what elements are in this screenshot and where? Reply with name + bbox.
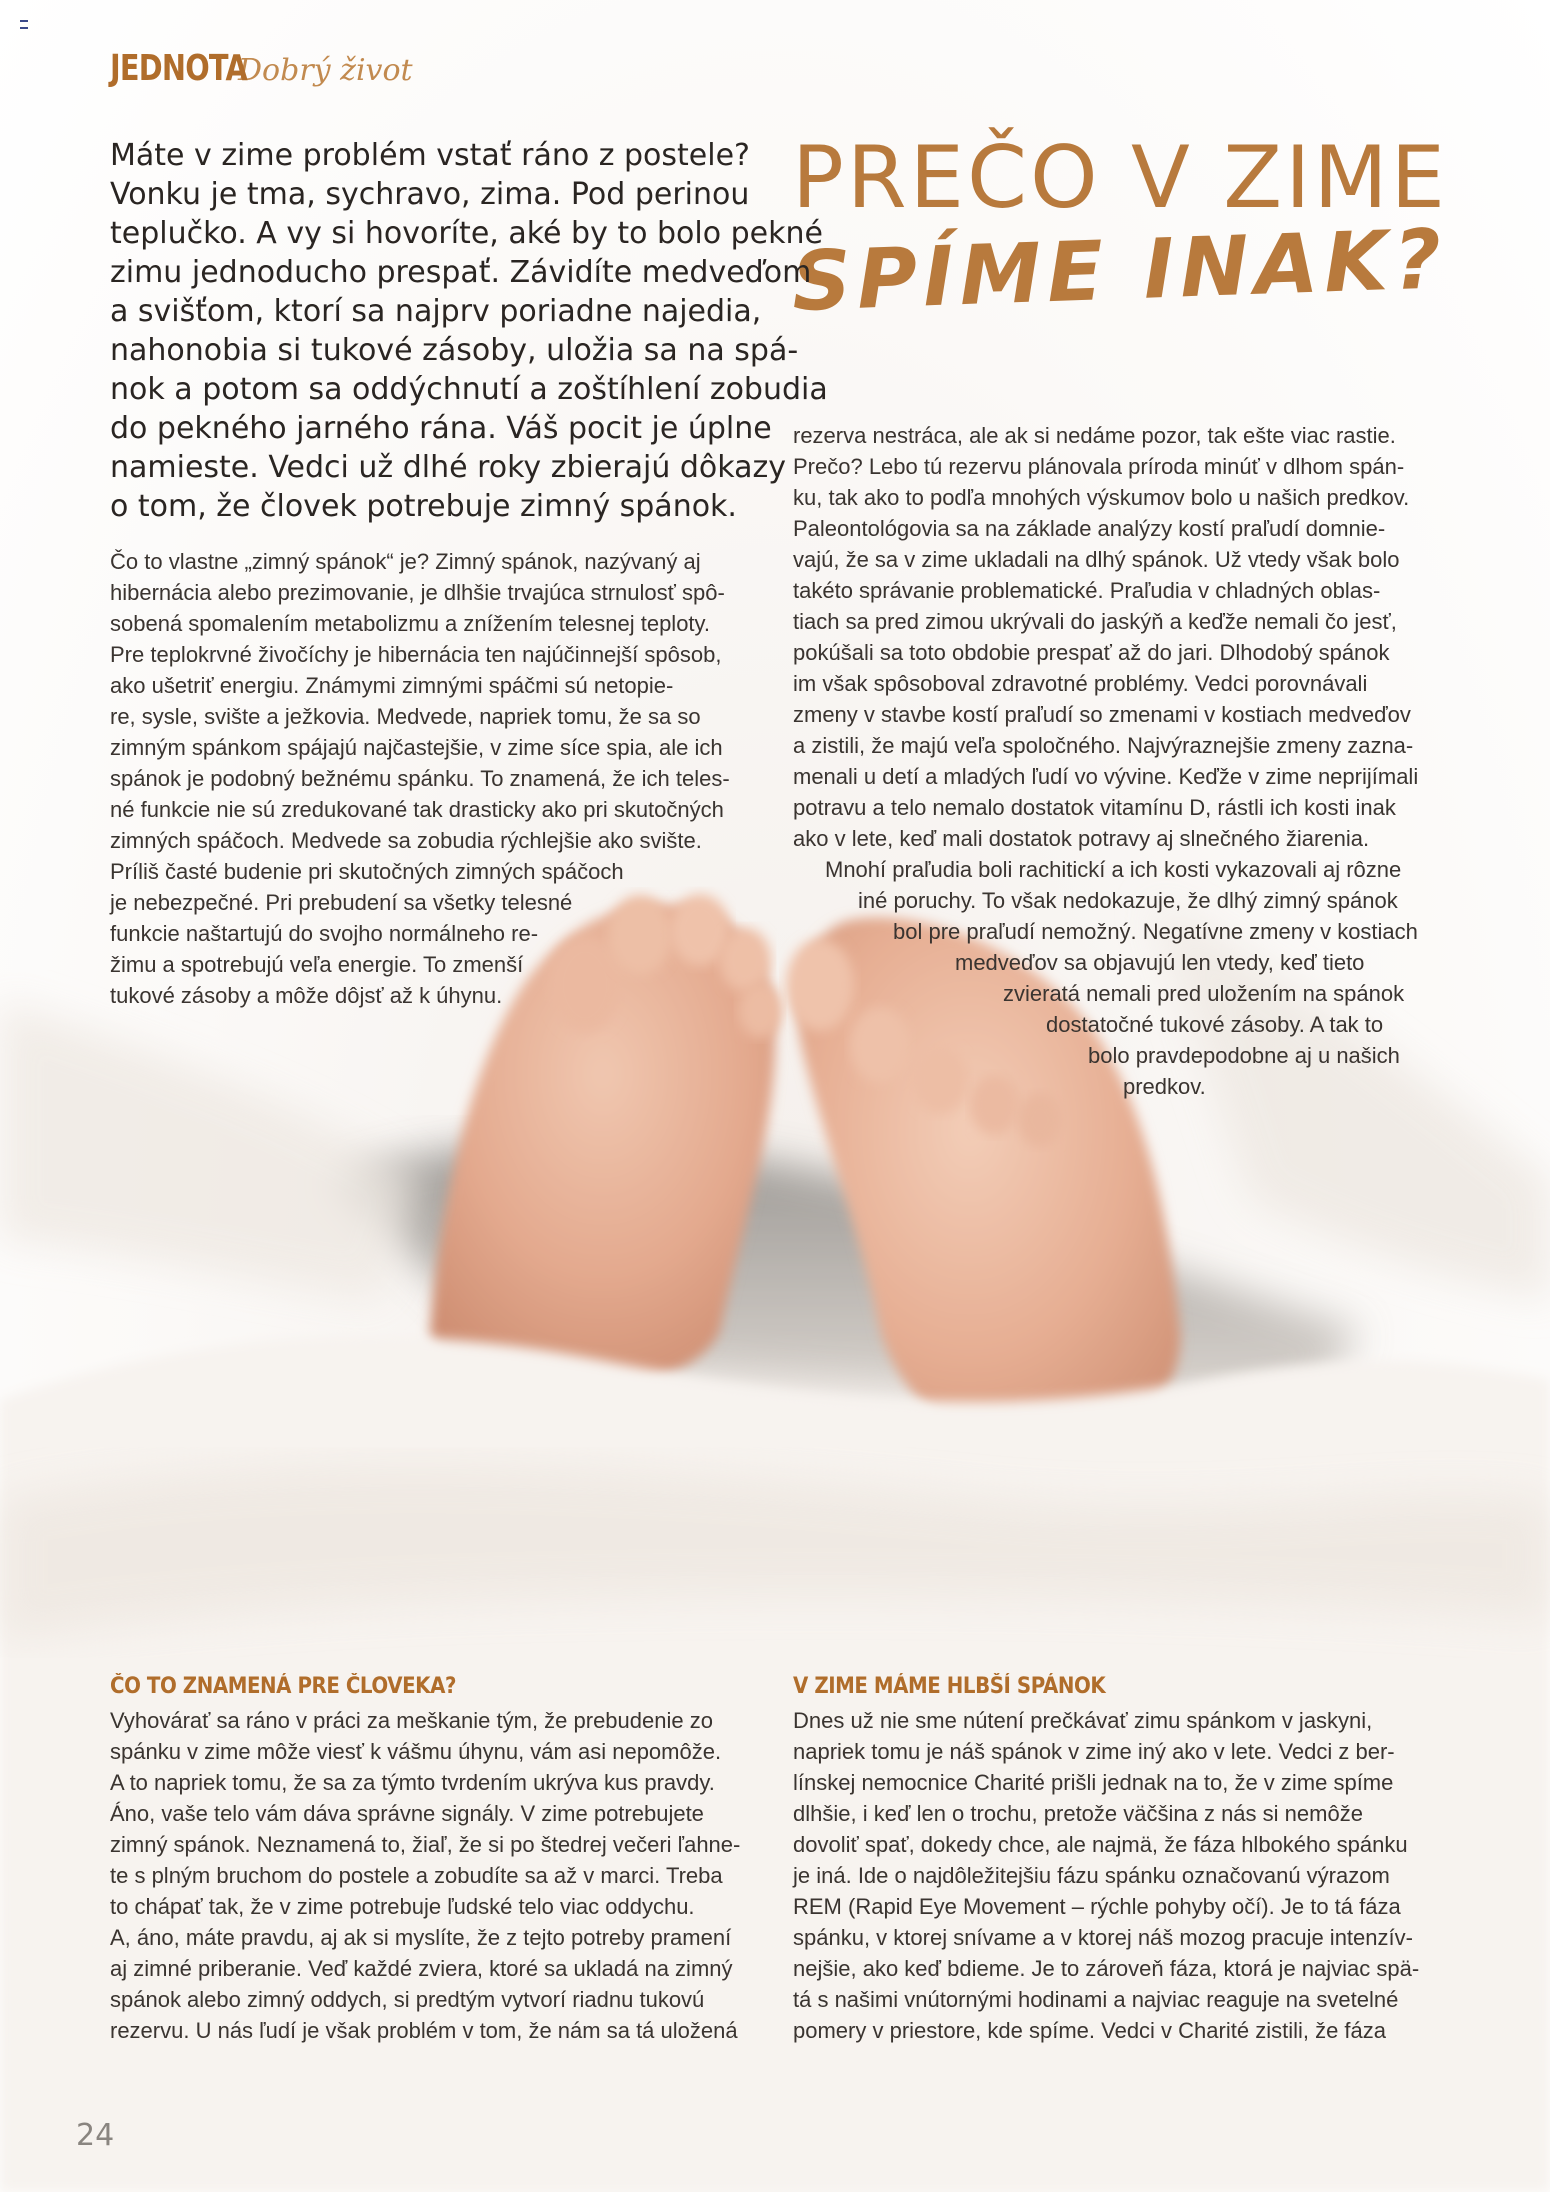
body-line: A to napriek tomu, že sa za týmto tvrdením ukrýva kus pravdy.	[110, 1770, 715, 1795]
body-line: je nebezpečné. Pri prebudení sa všetky telesné	[110, 890, 573, 915]
body-line: A, áno, máte pravdu, aj ak si myslíte, že z tejto potreby pramení	[110, 1925, 732, 1950]
magazine-header	[110, 48, 413, 89]
section-body	[793, 1705, 1453, 2046]
section-heading: ČO TO ZNAMENÁ PRE ČLOVEKA?	[110, 1674, 456, 1699]
lead-line: Máte v zime problém vstať ráno z postele?	[110, 138, 750, 173]
body-line: Príliš časté budenie pri skutočných zimných spáčoch	[110, 859, 624, 884]
body-line: predkov.	[1123, 1074, 1206, 1099]
body-line: Paleontológovia sa na základe analýzy kostí praľudí domnie-	[793, 516, 1386, 541]
section-heading: V ZIME MÁME HLBŠÍ SPÁNOK	[793, 1674, 1106, 1699]
article-title	[792, 128, 1492, 338]
section-body	[110, 1705, 770, 2046]
body-line: né funkcie nie sú zredukované tak drasticky ako pri skutočných	[110, 797, 724, 822]
body-line: napriek tomu je náš spánok v zime iný ako v lete. Vedci z ber-	[793, 1739, 1395, 1764]
body-column-right	[793, 420, 1453, 1102]
body-line: ako ušetriť energiu. Známymi zimnými spáčmi sú netopie-	[110, 673, 674, 698]
body-line: vajú, že sa v zime ukladali na dlhý spánok. Už vtedy však bolo	[793, 547, 1400, 572]
body-line: Čo to vlastne „zimný spánok“ je? Zimný spánok, nazývaný aj	[110, 549, 701, 574]
body-line: dovoliť spať, dokedy chce, ale najmä, že fáza hlbokého spánku	[793, 1832, 1408, 1857]
page-number: 24	[76, 2118, 115, 2153]
body-line: Dnes už nie sme nútení prečkávať zimu spánkom v jaskyni,	[793, 1708, 1373, 1733]
body-line: zmeny v stavbe kostí praľudí so zmenami v kostiach medveďov	[793, 702, 1411, 727]
body-line: Vyhovárať sa ráno v práci za meškanie tým, že prebudenie zo	[110, 1708, 713, 1733]
body-line: ku, tak ako to podľa mnohých výskumov bolo u našich predkov.	[793, 485, 1410, 510]
body-line: zimných spáčoch. Medvede sa zobudia rýchlejšie ako svište.	[110, 828, 702, 853]
article-lead	[110, 136, 828, 526]
lead-line: do pekného jarného rána. Váš pocit je úplne	[110, 411, 772, 446]
body-line: funkcie naštartujú do svojho normálneho re-	[110, 921, 539, 946]
body-line: tá s našimi vnútornými hodinami a najviac reaguje na svetelné	[793, 1987, 1399, 2012]
body-line: zvieratá nemali pred uložením na spánok	[1003, 981, 1405, 1006]
body-line: zimný spánok. Neznamená to, žiaľ, že si po štedrej večeri ľahne-	[110, 1832, 741, 1857]
lead-line: nok a potom sa oddýchnutí a zoštíhlení zobudia	[110, 372, 828, 407]
body-column-left	[110, 546, 760, 1011]
body-line: spánku, v ktorej snívame a v ktorej náš mozog pracuje intenzív-	[793, 1925, 1413, 1950]
body-line: žimu a spotrebujú veľa energie. To zmenší	[110, 952, 524, 977]
body-line: dostatočné tukové zásoby. A tak to	[1046, 1012, 1384, 1037]
body-line: dlhšie, i keď len o trochu, pretože väčšina z nás si nemôže	[793, 1801, 1363, 1826]
body-line: spánku v zime môže viesť k vášmu úhynu, vám asi nepomôže.	[110, 1739, 722, 1764]
lead-line: o tom, že človek potrebuje zimný spánok.	[110, 489, 737, 524]
body-line: aj zimné priberanie. Veď každé zviera, ktoré sa ukladá na zimný	[110, 1956, 733, 1981]
body-line: takéto správanie problematické. Praľudia v chladných oblas-	[793, 578, 1381, 603]
body-line: im však spôsoboval zdravotné problémy. Vedci porovnávali	[793, 671, 1368, 696]
brand-tagline: Dobrý život	[238, 53, 413, 88]
body-line: tukové zásoby a môže dôjsť až k úhynu.	[110, 983, 503, 1008]
lead-line: Vonku je tma, sychravo, zima. Pod perinou	[110, 177, 750, 212]
section-what-it-means	[110, 1674, 770, 2046]
body-line: nejšie, ako keď bdieme. Je to zároveň fáza, ktorá je najviac spä-	[793, 1956, 1420, 1981]
body-line: Áno, vaše telo vám dáva správne signály. V zime potrebujete	[110, 1801, 704, 1826]
lead-line: a svišťom, ktorí sa najprv poriadne najedia,	[110, 294, 762, 329]
body-line: bolo pravdepodobne aj u našich	[1088, 1043, 1400, 1068]
body-line: te s plným bruchom do postele a zobudíte sa až v marci. Treba	[110, 1863, 723, 1888]
body-line: línskej nemocnice Charité prišli jednak na to, že v zime spíme	[793, 1770, 1394, 1795]
body-line: to chápať tak, že v zime potrebuje ľudské telo viac oddychu.	[110, 1894, 695, 1919]
body-line: zimným spánkom spájajú najčastejšie, v zime síce spia, ale ich	[110, 735, 723, 760]
body-line: REM (Rapid Eye Movement – rýchle pohyby očí). Je to tá fáza	[793, 1894, 1401, 1919]
body-line: iné poruchy. To však nedokazuje, že dlhý zimný spánok	[858, 888, 1398, 913]
body-line: Prečo? Lebo tú rezervu plánovala príroda minúť v dlhom spán-	[793, 454, 1405, 479]
body-line: re, sysle, svište a ježkovia. Medvede, napriek tomu, že sa so	[110, 704, 701, 729]
body-line: spánok alebo zimný oddych, si predtým vytvorí riadnu tukovú	[110, 1987, 705, 2012]
body-line: pokúšali sa toto obdobie prespať až do jari. Dlhodobý spánok	[793, 640, 1390, 665]
body-line: Pre teplokrvné živočíchy je hibernácia ten najúčinnejší spôsob,	[110, 642, 722, 667]
section-deeper-sleep	[793, 1674, 1453, 2046]
lead-line: namieste. Vedci už dlhé roky zbierajú dôkazy	[110, 450, 787, 485]
lead-line: teplučko. A vy si hovoríte, aké by to bolo pekné	[110, 216, 823, 251]
body-line: bol pre praľudí nemožný. Negatívne zmeny v kostiach	[893, 919, 1418, 944]
body-line: potravu a telo nemalo dostatok vitamínu D, rástli ich kosti inak	[793, 795, 1396, 820]
lead-line: nahonobia si tukové zásoby, uložia sa na spá-	[110, 333, 799, 368]
body-line: sobená spomalením metabolizmu a znížením telesnej teploty.	[110, 611, 711, 636]
body-line: pomery v priestore, kde spíme. Vedci v Charité zistili, že fáza	[793, 2018, 1387, 2043]
brand-logo: JEDNOTA	[110, 48, 247, 89]
title-line-2: SPÍME INAK?	[790, 212, 1449, 330]
body-line: tiach sa pred zimou ukrývali do jaskýň a keďže nemali čo jesť,	[793, 609, 1397, 634]
title-line-1: PREČO V ZIME	[792, 128, 1449, 228]
body-line: a zistili, že majú veľa spoločného. Najvýraznejšie zmeny zazna-	[793, 733, 1414, 758]
lead-line: zimu jednoducho prespať. Závidíte medveďom	[110, 255, 812, 290]
body-line: Mnohí praľudia boli rachitickí a ich kosti vykazovali aj rôzne	[825, 857, 1402, 882]
body-line: ako v lete, keď mali dostatok potravy aj slnečného žiarenia.	[793, 826, 1370, 851]
body-line: rezerva nestráca, ale ak si nedáme pozor, tak ešte viac rastie.	[793, 423, 1396, 448]
body-line: rezervu. U nás ľudí je však problém v tom, že nám sa tá uložená	[110, 2018, 738, 2043]
body-line: medveďov sa objavujú len vtedy, keď tieto	[955, 950, 1365, 975]
body-line: menali u detí a mladých ľudí vo vývine. Keďže v zime neprijímali	[793, 764, 1419, 789]
body-line: spánok je podobný bežnému spánku. To znamená, že ich teles-	[110, 766, 730, 791]
registration-mark	[20, 20, 28, 29]
body-line: je iná. Ide o najdôležitejšiu fázu spánku označovanú výrazom	[793, 1863, 1390, 1888]
body-line: hibernácia alebo prezimovanie, je dlhšie trvajúca strnulosť spô-	[110, 580, 725, 605]
